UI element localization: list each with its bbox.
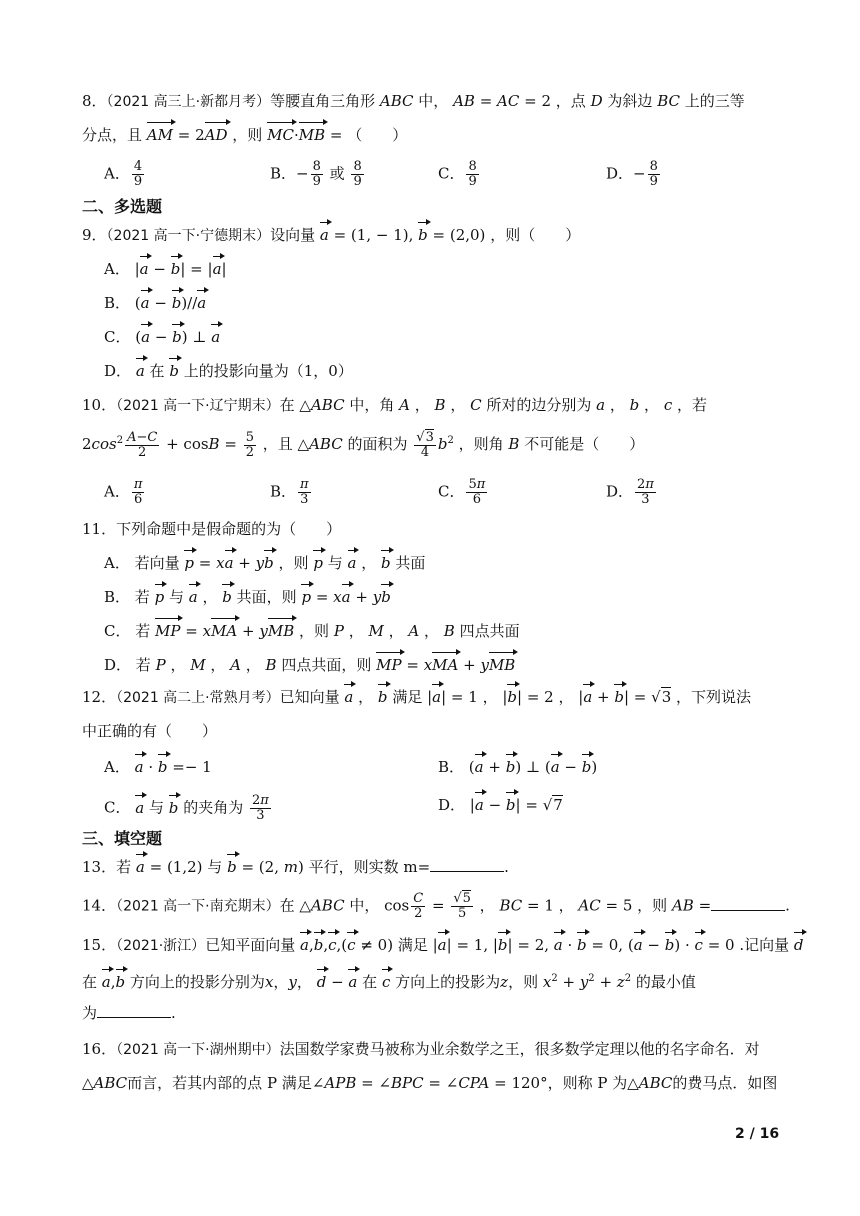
q10-option-c: C． $\frac{5\pi}{6}$ — [438, 477, 486, 507]
q15-line2: 在 a,b 方向上的投影分别为x，y， d − a 在 c 方向上的投影为z，则 $x^2 + y^2 + z^2$ 的最小值 — [82, 973, 696, 991]
q9-option-b: B． (a − b)//a — [104, 294, 207, 312]
q14-line: 14．（2021 高一下·南充期末）在 △ABC 中， cos $\frac{C}{2}$ = $\frac{√5}{5}$ ， BC = 1 ， AC = 5 ，则 AB = . — [82, 891, 790, 921]
q15-line3: 为 . — [82, 1004, 176, 1022]
page-number: 2 / 16 — [735, 1126, 780, 1142]
q10-line1: 10．（2021 高一下·辽宁期末）在 △ABC 中，角 A ， B ， C 所对的边分别为 a ， b ， c ，若 — [82, 396, 708, 414]
q11-option-b: B． 若 p 与 a ， b 共面，则 p = xa + yb — [104, 588, 391, 606]
q10-option-b: B． $\frac{\pi}{3}$ — [270, 477, 309, 507]
q13-answer-blank[interactable] — [430, 857, 504, 872]
q8-line2: 分点，且 AM = 2AD ，则 MC·MB = （ ） — [82, 126, 408, 144]
q13-line: 13．若 a = (1,2) 与 b = (2, m) 平行，则实数 m= . — [82, 858, 509, 876]
q8-option-b: B．− $\frac{8}{9}$ 或 $\frac{8}{9}$ — [270, 159, 362, 189]
q12-option-d: D． |a − b| = √7 — [438, 796, 563, 814]
q12-option-b: B． (a + b) ⊥ (a − b) — [438, 758, 598, 776]
q12-line2: 中正确的有（ ） — [82, 722, 218, 740]
q12-option-c: C． a 与 b 的夹角为 $\frac{2\pi}{3}$ — [104, 793, 269, 823]
q12-option-a: A． a · b =− 1 — [104, 758, 212, 776]
q9-line1: 9．（2021 高一下·宁德期末）设向量 a = (1, − 1), b = (2,0) ，则（ ） — [82, 226, 581, 244]
q11-option-c: C． 若 MP = xMA + yMB ，则 P ， M ， A ， B 四点共面 — [104, 622, 520, 640]
q10-option-a: A． $\frac{\pi}{6}$ — [104, 477, 143, 507]
q8-option-d: D．− $\frac{8}{9}$ — [606, 159, 658, 189]
q11-line1: 11．下列命题中是假命题的为（ ） — [82, 520, 342, 538]
q11-option-d: D． 若 P ， M ， A ， B 四点共面，则 MP = xMA + yMB — [104, 656, 516, 674]
q12-line1: 12．（2021 高二上·常熟月考）已知向量 a ， b 满足 |a| = 1 ， |b| = 2 ， |a + b| = √3 ，下列说法 — [82, 688, 752, 706]
q15-line1: 15．（2021·浙江）已知平面向量 a,b,c,(c ≠ 0) 满足 |a| = 1, |b| = 2, a · b = 0, (a − b) · c = 0 .记向量 d — [82, 936, 804, 954]
q16-line2: △ABC而言，若其内部的点 P 满足∠APB = ∠BPC = ∠CPA = 120°，则称 P 为△ABC的费马点．如图 — [82, 1074, 778, 1092]
q8-line1: 8．（2021 高三上·新都月考）等腰直角三角形 ABC 中， AB = AC = 2 ，点 D 为斜边 BC 上的三等 — [82, 92, 745, 110]
q8-option-a: A． $\frac{4}{9}$ — [104, 159, 143, 189]
q11-option-a: A． 若向量 p = xa + yb ，则 p 与 a ， b 共面 — [104, 554, 426, 572]
section-multiple-choice: 二、多选题 — [82, 197, 163, 216]
q10-option-d: D． $\frac{2\pi}{3}$ — [606, 477, 654, 507]
q9-option-d: D． a 在 b 上的投影向量为（1，0） — [104, 362, 353, 380]
q14-answer-blank[interactable] — [711, 896, 785, 911]
q9-option-c: C． (a − b) ⊥ a — [104, 328, 221, 346]
q15-answer-blank[interactable] — [97, 1003, 171, 1018]
q10-line2: $2\cos^2$ $\frac{A-C}{2}$ + cosB = $\frac{5}{2}$ ，且 △ABC 的面积为 $\frac{√3}{4}$ $b^2$ ，则角 B 不可能是（ ） — [82, 429, 645, 460]
q8-option-c: C． $\frac{8}{9}$ — [438, 159, 477, 189]
section-fill-in: 三、填空题 — [82, 829, 163, 848]
q16-line1: 16．（2021 高一下·湖州期中）法国数学家费马被称为业余数学之王，很多数学定理以他的名字命名．对 — [82, 1040, 760, 1058]
q9-option-a: A． |a − b| = |a| — [104, 260, 227, 278]
